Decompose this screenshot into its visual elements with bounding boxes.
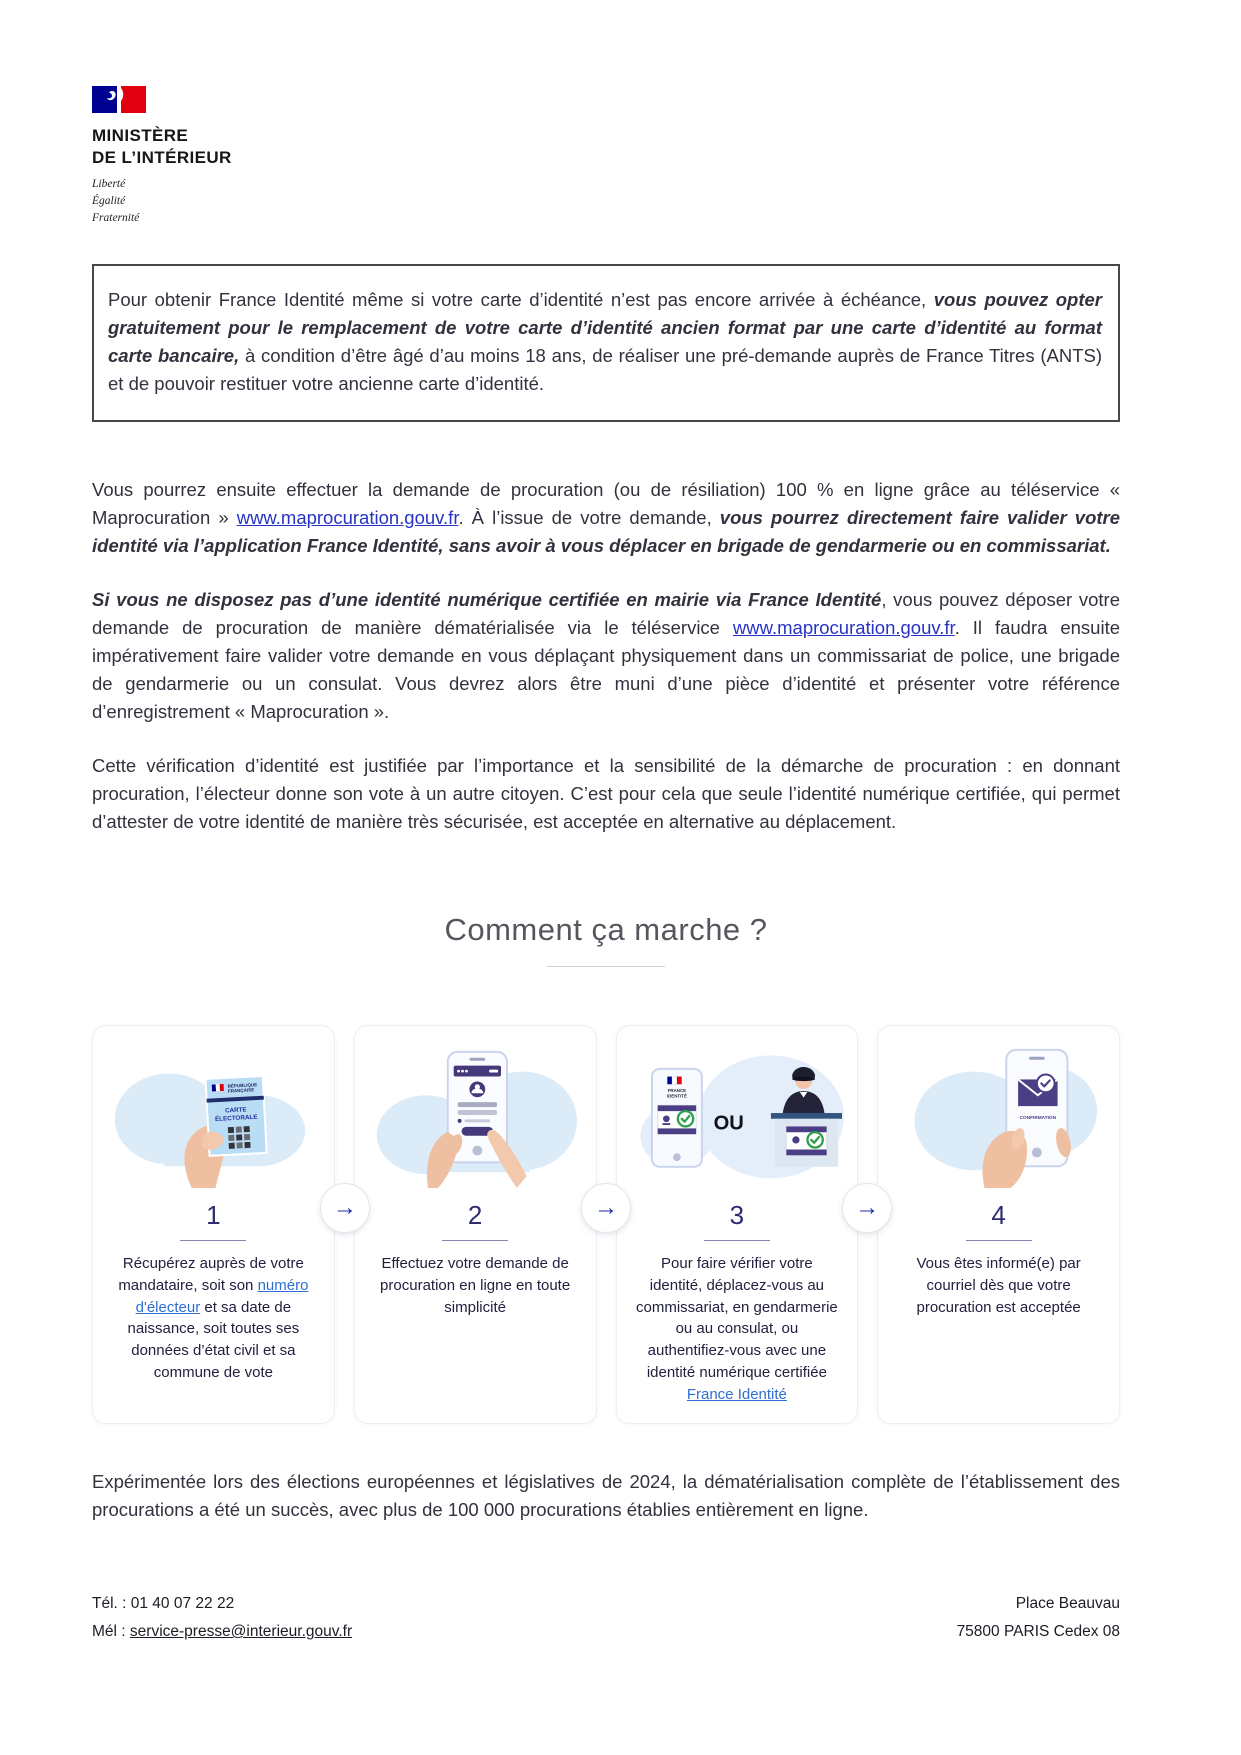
maprocuration-link[interactable]: www.maprocuration.gouv.fr	[732, 617, 955, 639]
paragraph-identity-verification	[92, 752, 1120, 836]
footer-address-line1: Place Beauvau	[1015, 1595, 1120, 1612]
footer-email-line	[92, 1618, 352, 1646]
footer-address-line2: 75800 PARIS Cedex 08	[956, 1623, 1120, 1640]
step-number-divider	[442, 1240, 508, 1241]
step-number: 2	[467, 1200, 483, 1231]
republic-motto	[92, 176, 1120, 226]
text-segment-bold-italic: vous pouvez opter gratuitement pour le remplacement de votre carte d’identité ancien format par une carte d’identité au format carte bancaire,	[108, 289, 1102, 367]
motto-liberte: Liberté	[92, 178, 126, 191]
svg-text:RÉPUBLIQUE: RÉPUBLIQUE	[227, 1082, 258, 1089]
arrow-glyph: →	[332, 1194, 357, 1222]
svg-text:IDENTITÉ: IDENTITÉ	[666, 1093, 687, 1099]
motto-fraternite: Fraternité	[92, 211, 140, 224]
footer-contact	[92, 1590, 352, 1646]
highlight-box	[92, 264, 1120, 422]
arrow-right-icon	[320, 1183, 370, 1233]
step-card-2	[354, 1025, 597, 1424]
step-number: 4	[991, 1200, 1006, 1231]
step3-verification-illustration	[627, 1040, 848, 1188]
french-flag-icon	[92, 85, 148, 115]
paragraph-2024-results	[92, 1468, 1120, 1524]
step3-caption	[627, 1253, 848, 1405]
press-email-link[interactable]: service-presse@interieur.gouv.fr	[129, 1623, 353, 1640]
text-segment: Vous êtes informé(e) par courriel dès que votre procuration est acceptée	[916, 1255, 1081, 1316]
ministry-name-line1: MINISTÈRE	[92, 126, 189, 145]
step-number-divider	[180, 1240, 246, 1241]
how-it-works-title: Comment ça marche ?	[444, 912, 768, 948]
text-segment: Cette vérification d’identité est justifiée par l’importance et la sensibilité de la démarche de procuration : en donnant procuration, l’électeur donne son vote à un autre citoyen. C’est pour cela que seule l’identité numérique certifiée, qui permet d’attester de votre identité de manière très sécurisée, est acceptée en alternative au déplacement.	[92, 755, 1120, 833]
text-segment: Vous pourrez ensuite effectuer la demande de procuration (ou de résiliation) 100 % en ligne grâce au téléservice « Maprocuration »	[92, 479, 1120, 529]
ou-label: OU	[713, 1112, 744, 1135]
text-segment: Expérimentée lors des élections européennes et législatives de 2024, la dématérialisation complète de l’établissement des procurations a été un succès, avec plus de 100 000 procurations établies entièrement en ligne.	[92, 1471, 1120, 1521]
arrow-glyph: →	[594, 1194, 618, 1222]
ministry-logo	[92, 85, 1120, 226]
arrow-right-icon	[842, 1183, 892, 1233]
france-identite-link[interactable]: France Identité	[686, 1385, 787, 1403]
step2-caption	[365, 1253, 586, 1318]
ministry-name-line2: DE L’INTÉRIEUR	[92, 148, 232, 168]
ministry-name	[92, 125, 1120, 169]
text-segment: à condition d’être âgé d’au moins 18 ans, de réaliser une pré-demande auprès de France Titres (ANTS) et de pouvoir restituer votre ancienne carte d’identité.	[108, 345, 1102, 395]
page-footer	[92, 1590, 1120, 1646]
svg-text:FRANCE: FRANCE	[667, 1088, 686, 1094]
text-segment: Pour obtenir France Identité même si votre carte d’identité n’est pas encore arrivée à échéance,	[108, 289, 934, 311]
numero-electeur-link[interactable]: numéro d'électeur	[135, 1276, 309, 1316]
how-it-works-section	[92, 912, 1120, 1424]
arrow-right-icon	[581, 1183, 631, 1233]
maprocuration-link[interactable]: www.maprocuration.gouv.fr	[236, 507, 459, 529]
paragraph-maprocuration-online	[92, 476, 1120, 560]
footer-email-label: Mél :	[92, 1623, 130, 1640]
svg-text:CONFIRMATION: CONFIRMATION	[1019, 1116, 1057, 1122]
text-segment: Pour faire vérifier votre identité, déplacez-vous au commissariat, en gendarmerie ou au consulat, ou authentifiez-vous avec une identité numérique certifiée	[636, 1255, 838, 1381]
text-segment: . Il faudra ensuite impérativement faire valider votre demande en vous déplaçant physiquement dans un commissariat de police, une brigade de gendarmerie ou un consulat. Vous devrez alors être muni d’une pièce d’identité et présenter votre référence d’enregistrement « Maprocuration ».	[92, 617, 1120, 723]
step-number: 3	[729, 1200, 745, 1231]
step-number-divider	[704, 1240, 770, 1241]
footer-phone: Tél. : 01 40 07 22 22	[92, 1595, 235, 1612]
svg-text:CARTE: CARTE	[224, 1106, 247, 1115]
step4-caption	[888, 1253, 1109, 1318]
step-number: 1	[206, 1200, 221, 1231]
title-divider	[547, 966, 665, 967]
motto-egalite: Égalité	[92, 194, 126, 207]
svg-text:ÉLECTORALE: ÉLECTORALE	[214, 1113, 258, 1124]
step2-online-form-illustration	[365, 1040, 586, 1188]
step-card-4	[877, 1025, 1120, 1424]
step1-caption	[103, 1253, 324, 1384]
france-identite-phone-icon	[651, 1069, 701, 1167]
text-segment: Effectuez votre demande de procuration en ligne en toute simplicité	[380, 1255, 571, 1316]
text-segment-bold-italic: vous pourrez directement faire valider votre identité via l’application France Identité, sans avoir à vous déplacer en brigade de gendarmerie ou en commissariat.	[92, 507, 1121, 557]
step-card-3	[616, 1025, 859, 1424]
paragraph-no-digital-identity	[92, 586, 1120, 726]
arrow-glyph: →	[855, 1194, 880, 1222]
step4-email-confirmation-illustration	[888, 1040, 1109, 1188]
text-segment: . À l’issue de votre demande,	[458, 507, 720, 529]
steps-row	[92, 1025, 1120, 1424]
step1-voter-card-illustration	[103, 1040, 324, 1188]
footer-address	[957, 1590, 1120, 1646]
qr-code-icon	[228, 1126, 251, 1149]
step-card-1	[92, 1025, 335, 1424]
svg-text:FRANÇAISE: FRANÇAISE	[227, 1087, 255, 1094]
text-segment: et sa date de naissance, soit toutes ses données d’état civil et sa commune de vote	[127, 1298, 300, 1381]
text-segment-bold-italic: Si vous ne disposez pas d’une identité numérique certifiée en mairie via France Identité	[92, 589, 882, 611]
step-number-divider	[966, 1240, 1032, 1241]
text-segment: Récupérez auprès de votre mandataire, soit son	[118, 1255, 304, 1294]
text-segment: , vous pouvez déposer votre demande de procuration de manière dématérialisée via le téléservice	[92, 589, 1120, 639]
